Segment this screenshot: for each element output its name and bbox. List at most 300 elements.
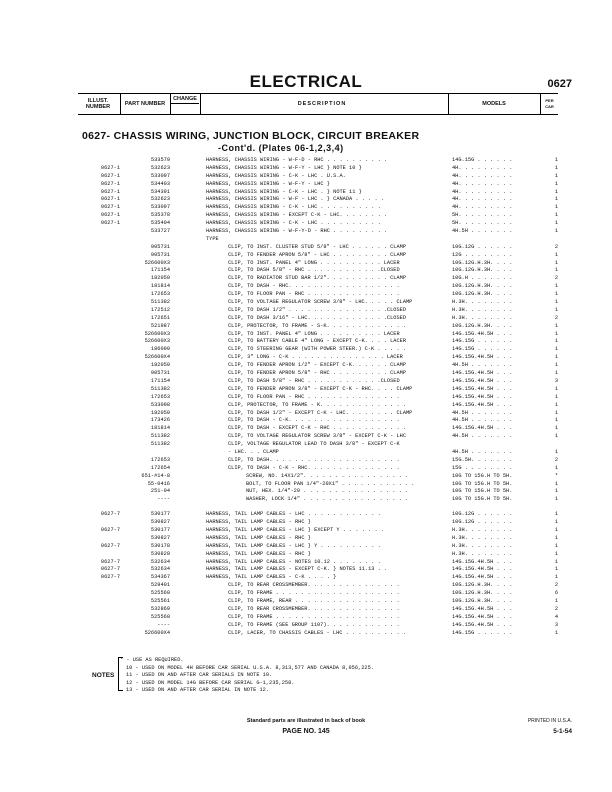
part-number: 186090 [150, 346, 170, 353]
quantity: 1 [554, 488, 558, 495]
part-number: 534367 [150, 574, 170, 581]
models: 14G.15G . . . . . . [452, 157, 513, 163]
description: HARNESS, TAIL LAMP CABLES - RHC } [206, 519, 311, 526]
illus-number: 0627-1 [100, 196, 120, 203]
models: 14G.15G.4H.5H . . . [452, 401, 513, 408]
quantity: 1 [554, 354, 558, 361]
quantity: 1 [554, 629, 558, 636]
table-row [78, 236, 558, 244]
models: 4H.5H . . . . . . . [452, 448, 513, 455]
description: CLIP, TO FLOOR PAN - RHC . . . . . . . . . . . . . . . [228, 291, 400, 298]
quantity: 1 [554, 574, 558, 581]
models: H.3H. . . . . . . . [452, 542, 513, 549]
models: 14G.15G.4H.5H . . . [452, 330, 513, 337]
description: CLIP, TO DASH 1/2" - EXCEPT C-K - LHC. . . . . . . . CLAMP [228, 409, 413, 416]
table-row [78, 165, 558, 173]
description: CLIP, TO DASH 5/8" - RHC . . . . . . . . . . . .CLOSED [228, 267, 400, 274]
description: HARNESS, CHASSIS WIRING - C-K - LHC . . . . . . . . . . [206, 220, 381, 227]
quantity: 1 [554, 526, 558, 533]
table-row [78, 204, 558, 212]
illus-number: 0627-1 [100, 180, 120, 187]
quantity: 1 [554, 566, 558, 573]
models: 4H. . . . . . . . . [452, 164, 513, 171]
description: - LHC. . . CLAMP [228, 448, 279, 455]
quantity: 1 [554, 385, 558, 392]
description: HARNESS, TAIL LAMP CABLES - RHC } [206, 534, 311, 541]
illus-number: 0627-7 [100, 566, 120, 573]
part-number: 173426 [150, 417, 170, 424]
description: CLIP, TO REAR CROSSMEMBER. . . . . . . . . . . . . . . [228, 582, 400, 589]
table-row [78, 394, 558, 402]
description: CLIP, TO DASH - C-K - RHC. . . . . . . . . . . . . . . [228, 464, 400, 471]
quantity: 1 [554, 306, 558, 313]
models: 10G.12G.H.3H. . . . [452, 322, 513, 329]
quantity: 1 [554, 597, 558, 604]
quantity: 1 [554, 448, 558, 455]
part-number: 526600X3 [144, 338, 170, 345]
description: CLIP, TO INST. PANEL 4" LONG . . . . . . . . . . LACER [228, 330, 400, 337]
models: 10G.H . . . . . . . [452, 275, 513, 282]
part-number: 55-0416 [147, 480, 170, 487]
part-number: 529401 [150, 582, 170, 589]
illus-number: 0627-7 [100, 511, 120, 518]
illus-number: 0627-7 [100, 558, 120, 565]
table-row [78, 338, 558, 346]
models: 5H. . . . . . . . . [452, 212, 513, 219]
table-row [78, 307, 558, 315]
models: 15G.5H. . . . . . . [452, 456, 513, 463]
illus-number: 0627-7 [100, 542, 120, 549]
description: CLIP, TO DASH - RHC. . . . . . . . . . . . . . . . . . [228, 283, 400, 290]
quantity: 1 [554, 188, 558, 195]
table-row [78, 378, 558, 386]
description: HARNESS, TAIL LAMP CABLES - RHC } [206, 550, 311, 557]
models: 4H. . . . . . . . . [452, 180, 513, 187]
quantity: 4 [554, 613, 558, 620]
description: CLIP, TO FENDER APRON 5/8" - LHC . . . . . . . . . CLAMP [228, 251, 407, 258]
description: CLIP, TO FRAME, REAR . . . . . . . . . . . . . . . . . [228, 597, 400, 604]
models: 10G TO 15G.H TO 5H. [452, 488, 513, 495]
models: 14G.15G.4H.5H . . . [452, 370, 513, 377]
description: HARNESS, TAIL LAMP CABLES - NOTES 10.12 . . . . . . . . [206, 558, 381, 565]
table-row [78, 433, 558, 441]
description: WASHER, LOCK 1/4" . . . . . . . . . . . . . . . . . [246, 496, 409, 503]
table-row [78, 488, 558, 496]
description: CLIP, TO DASH. . . . . . . . . . . . . . . . . . . . . [228, 456, 400, 463]
quantity: 1 [554, 322, 558, 329]
description: CLIP, TO INST. PANEL 4" LONG . . . . . . . . . . LACER [228, 259, 400, 266]
models: H.3H. . . . . . . . [452, 299, 513, 306]
quantity: 1 [554, 172, 558, 179]
table-row [78, 606, 558, 614]
part-number: 182050 [150, 362, 170, 369]
description: CLIP, 3" LONG - C-K . . . . . . . . . . . . . . . LACER [228, 354, 403, 361]
table-row [78, 441, 558, 449]
quantity: 1 [554, 251, 558, 258]
table-row [78, 425, 558, 433]
description: HARNESS, CHASSIS WIRING - W-F-Y - LHC } NOTE 10 } [206, 164, 362, 171]
illus-number: 0627-1 [100, 220, 120, 227]
models: 4H.5H . . . . . . . [452, 433, 513, 440]
models: 10G.12G.H.3H. . . . [452, 291, 513, 298]
quantity: 1 [554, 220, 558, 227]
quantity: 1 [554, 164, 558, 171]
part-number: 905731 [150, 243, 170, 250]
part-number: 532634 [150, 566, 170, 573]
notes-list [88, 657, 558, 695]
description: CLIP, LACER, TO CHASSIS CABLES - LHC . . . . . . . . . . [228, 629, 407, 636]
description: HARNESS, CHASSIS WIRING - EXCEPT C-K - LHC. . . . . . . . [206, 212, 388, 219]
quantity: 1 [554, 534, 558, 541]
quantity: 1 [554, 346, 558, 353]
table-row [78, 346, 558, 354]
models: H.3H. . . . . . . . [452, 550, 513, 557]
illus-number: 0627-7 [100, 526, 120, 533]
part-number: 172654 [150, 464, 170, 471]
description: HARNESS, CHASSIS WIRING - C-K - LHC . } NOTE 11 } [206, 188, 362, 195]
models: 10G.12G.H.3H. . . . [452, 597, 513, 604]
part-number: 530177 [150, 526, 170, 533]
description: HARNESS, CHASSIS WIRING - W-F-D - RHC . . . . . . . . . . [206, 157, 388, 163]
models: 4H.5H . . . . . . . [452, 409, 513, 416]
description: HARNESS, TAIL LAMP CABLES - LHC } EXCEPT Y . . . . . . . [206, 526, 385, 533]
page-title: ELECTRICAL [249, 72, 363, 91]
models: 14G.15G.4H.5H . . . [452, 613, 513, 620]
quantity: 1 [554, 519, 558, 526]
part-number: 532869 [150, 605, 170, 612]
col-illus-number: ILLUST. NUMBER [85, 98, 111, 110]
quantity: 2 [554, 582, 558, 589]
table-row [78, 527, 558, 535]
table-row [78, 598, 558, 606]
table-row [78, 582, 558, 590]
description: CLIP, TO DASH - C-K. . . . . . . . . . . . . . . . . . [228, 417, 400, 424]
description: CLIP, TO FENDER APRON 1/2" - EXCEPT C-K. . . . . . CLAMP [228, 362, 407, 369]
quantity: 1 [554, 204, 558, 211]
table-row [78, 212, 558, 220]
part-number: 530177 [150, 511, 170, 518]
part-number: 530178 [150, 542, 170, 549]
table-row [78, 402, 558, 410]
table-row [78, 551, 558, 559]
quantity: 2 [554, 314, 558, 321]
models: 4H.5H . . . . . . . [452, 228, 513, 235]
quantity: 1 [554, 433, 558, 440]
models: 4H. . . . . . . . . [452, 172, 513, 179]
description: CLIP, TO DASH 1/2" . . . . . . . . . . . . . . . .CLOSED [228, 306, 407, 313]
part-number: 511382 [150, 433, 170, 440]
col-change: CHANGE [171, 94, 199, 104]
table-row [78, 331, 558, 339]
models: 10G TO 15G.H TO 5H. [452, 496, 513, 503]
print-date: 5-1-54 [553, 728, 572, 735]
table-row [78, 574, 558, 582]
table-row [78, 481, 558, 489]
quantity: 1 [554, 291, 558, 298]
quantity: 1 [554, 393, 558, 400]
quantity: 1 [554, 212, 558, 219]
description: CLIP, TO FENDER APRON 3/8" - EXCEPT C-K - RHC. . . . CLAMP [228, 385, 413, 392]
models: 14G.15G.4H.5H . . . [452, 393, 513, 400]
quantity: 1 [554, 196, 558, 203]
table-row [78, 157, 558, 165]
models: 14G.15G.4H.5H . . . [452, 566, 513, 573]
models: H.3H. . . . . . . . [452, 534, 513, 541]
description: CLIP, TO DASH - EXCEPT C-K - RHC . . . . . . . . . . . . [228, 425, 407, 432]
table-row [78, 283, 558, 291]
models: 4H. . . . . . . . . [452, 204, 513, 211]
description: CLIP, TO DASH 5/8" - RHC . . . . . . . . . . . .CLOSED [228, 377, 400, 384]
part-number: 530827 [150, 519, 170, 526]
quantity: 2 [554, 275, 558, 282]
description: CLIP, TO VOLTAGE REGULATOR SCREW 3/8" - EXCEPT C-K - LHC [228, 433, 407, 440]
models: 10G TO 15G.H TO 5H. [452, 480, 513, 487]
parts-list [78, 157, 558, 637]
part-number: 526600X4 [144, 354, 170, 361]
table-row [78, 315, 558, 323]
part-number: 533098 [150, 401, 170, 408]
models: 10G.12G.H.3H. . . . [452, 590, 513, 597]
quantity: 1 [554, 480, 558, 487]
table-row [78, 299, 558, 307]
part-number: 181814 [150, 283, 170, 290]
part-number: 532634 [150, 558, 170, 565]
part-number: 525560 [150, 590, 170, 597]
table-row [78, 566, 558, 574]
description: TYPE [206, 235, 219, 242]
quantity: 2 [554, 605, 558, 612]
table-row [78, 511, 558, 519]
quantity: 1 [554, 283, 558, 290]
note-line: 11 - USED ON AND AFTER CAR SERIALS IN NOTE 10. [126, 672, 273, 678]
table-row [78, 220, 558, 228]
description: HARNESS, CHASSIS WIRING - W-F-Y-D - RHC . . . . . . . . . [206, 228, 388, 235]
models: 14G.15G . . . . . . [452, 629, 513, 636]
table-row [78, 465, 558, 473]
table-row [78, 473, 558, 481]
quantity: 1 [554, 330, 558, 337]
quantity: 1 [554, 496, 558, 503]
quantity: 2 [554, 456, 558, 463]
models: H.3H. . . . . . . . [452, 314, 513, 321]
quantity: 1 [554, 157, 558, 163]
models: H.3H. . . . . . . . [452, 306, 513, 313]
table-row [78, 410, 558, 418]
description: CLIP, TO DASH 3/16" - LHC. . . . . . . . . . . . .CLOSED [228, 314, 407, 321]
description: CLIP, TO INST. CLUSTER STUD 5/8" - LHC . . . . . . CLAMP [228, 243, 407, 250]
table-row [78, 559, 558, 567]
models: 14G.15G.4H.5H . . . [452, 574, 513, 581]
quantity: 1 [554, 259, 558, 266]
quantity: 1 [554, 464, 558, 471]
quantity: 1 [554, 558, 558, 565]
models: 14G.15G . . . . . . [452, 346, 513, 353]
description: CLIP, TO FRAME . . . . . . . . . . . . . . . . . . . . [228, 613, 400, 620]
quantity: 1 [554, 267, 558, 274]
page-number: PAGE NO. 145 [282, 728, 330, 735]
section-title: 0627- CHASSIS WIRING, JUNCTION BLOCK, CIRCUIT BREAKER [82, 130, 420, 142]
table-row [78, 535, 558, 543]
table-row [78, 173, 558, 181]
part-number: 533579 [150, 157, 170, 163]
part-number: ---- [157, 621, 170, 628]
description: HARNESS, TAIL LAMP CABLES - C-K . . . . } [206, 574, 337, 581]
description: CLIP, TO FENDER APRON 5/8" - RHC . . . . . . . . . CLAMP [228, 370, 407, 377]
description: HARNESS, CHASSIS WIRING - C-K - LHC . U.S.A. [206, 172, 346, 179]
description: HARNESS, TAIL LAMP CABLES - EXCEPT C-K. } NOTES 11.13 . . [206, 566, 388, 573]
description: HARNESS, CHASSIS WIRING - W-F - LHC . } CANADA . . . . . [206, 196, 385, 203]
note-line: 12 - USED ON MODEL 14G BEFORE CAR SERIAL G-1,235,258. [126, 679, 295, 686]
models: 10G.12G.H.3H. . . . [452, 267, 513, 274]
table-row [78, 417, 558, 425]
table-row [78, 614, 558, 622]
table-row [78, 323, 558, 331]
table-row [78, 457, 558, 465]
table-row [78, 354, 558, 362]
part-number: 182050 [150, 275, 170, 282]
part-number: 171154 [150, 377, 170, 384]
part-number: 526600X3 [144, 259, 170, 266]
part-number: 251-04 [150, 488, 170, 495]
part-number: 511382 [150, 441, 170, 448]
table-row [78, 244, 558, 252]
description: HARNESS, CHASSIS WIRING - W-F-Y - LHC } [206, 180, 330, 187]
illus-number: 0627-1 [100, 172, 120, 179]
notes-label: NOTES [92, 672, 115, 679]
printed-in: PRINTED IN U.S.A. [527, 718, 572, 724]
part-number: 172653 [150, 291, 170, 298]
part-number: 535404 [150, 220, 170, 227]
models: 10G.12G . . . . . . [452, 519, 513, 526]
part-number: 530828 [150, 550, 170, 557]
models: 14G.15G.4H.5H . . . [452, 385, 513, 392]
part-number: 651-#14-8 [141, 472, 170, 479]
table-row [78, 275, 558, 283]
description: CLIP, TO FLOOR PAN - RHC . . . . . . . . . . . . . . . [228, 393, 400, 400]
description: CLIP, TO REAR CROSSMEMBER. . . . . . . . . . . . . . . [228, 605, 400, 612]
description: CLIP, TO RADIATOR STUD BAR 1/2". . . . . . . . . . CLAMP [228, 275, 407, 282]
description: CLIP, TO FRAME . . . . . . . . . . . . . . . . . . . . [228, 590, 400, 597]
quantity: 6 [554, 590, 558, 597]
table-row [78, 260, 558, 268]
description: CLIP, VOLTAGE REGULATOR LEAD TO DASH 3/8" - EXCEPT C-K [228, 441, 400, 448]
models: 14G.15G.4H.5H . . . [452, 605, 513, 612]
table-row [78, 519, 558, 527]
illus-number: 0627-1 [100, 164, 120, 171]
col-description: DESCRIPTION [297, 101, 347, 107]
part-number: 534391 [150, 188, 170, 195]
footer-standard-note: Standard parts are illustrated in back of book [246, 718, 366, 724]
quantity: * [554, 472, 558, 479]
part-number: 532623 [150, 164, 170, 171]
table-row [78, 496, 558, 504]
part-number: 511382 [150, 385, 170, 392]
models: 4H. . . . . . . . . [452, 188, 513, 195]
quantity: 1 [554, 409, 558, 416]
quantity: 1 [554, 401, 558, 408]
description: HARNESS, CHASSIS WIRING - C-K - LHC . . . . . . . . . . [206, 204, 381, 211]
models: 14G.15G.4H.5H . . . [452, 621, 513, 628]
quantity: 1 [554, 370, 558, 377]
models: 10G.12G.H.3H. . . . [452, 582, 513, 589]
table-row [78, 590, 558, 598]
quantity: 3 [554, 621, 558, 628]
part-number: 172653 [150, 456, 170, 463]
part-number: 172512 [150, 306, 170, 313]
row-spacer [78, 504, 558, 511]
quantity: 1 [554, 425, 558, 432]
table-row [78, 196, 558, 204]
part-number: 533727 [150, 228, 170, 235]
quantity: 2 [554, 243, 558, 250]
description: CLIP, TO FRAME (SEE GROUP 1107). . . . . . . . . . . . [228, 621, 400, 628]
models: 15G . . . . . . . . [452, 464, 513, 471]
table-row [78, 189, 558, 197]
table-row [78, 362, 558, 370]
table-row [78, 449, 558, 457]
description: NUT, HEX. 1/4"-20 . . . . . . . . . . . . . . . . . [246, 488, 409, 495]
quantity: 1 [554, 417, 558, 424]
part-number: 172653 [150, 393, 170, 400]
part-number: 172651 [150, 314, 170, 321]
note-line: 10 - USED ON MODEL 4H BEFORE CAR SERIAL U.S.A. 8,313,577 AND CANADA 8,956,225. [126, 664, 374, 671]
models: 10G.12G . . . . . . [452, 243, 513, 250]
note-line: * - USE AS REQUIRED. [120, 657, 184, 663]
column-header-bar [78, 93, 558, 115]
table-row [78, 291, 558, 299]
table-row [78, 630, 558, 638]
part-number: 905731 [150, 251, 170, 258]
description: CLIP, TO STEERING GEAR (WITH POWER STEER.) C-K . . . . . [228, 346, 407, 353]
description: SCREW, NO. 14X1/2". . . . . . . . . . . . . . . . . [246, 472, 409, 479]
table-row [78, 252, 558, 260]
models: 14G.15G . . . . . . [452, 338, 513, 345]
quantity: 1 [554, 542, 558, 549]
group-code: 0627 [547, 78, 572, 90]
quantity: 1 [554, 550, 558, 557]
models: 4H.5H . . . . . . . [452, 417, 513, 424]
note-line: 13 - USED ON AND AFTER CAR SERIAL IN NOTE 12. [126, 687, 270, 693]
part-number: 526600X3 [144, 330, 170, 337]
part-number: 525561 [150, 597, 170, 604]
description: CLIP, PROTECTOR, TO FRAME - K. . . . . . . . . . . . . . [228, 401, 407, 408]
table-row [78, 267, 558, 275]
models: 10G.12G.H.3H. . . . [452, 283, 513, 290]
table-row [78, 181, 558, 189]
models: 10G.12G . . . . . . [452, 511, 513, 518]
description: CLIP, TO BATTERY CABLE 4" LONG - EXCEPT C-K. . . . LACER [228, 338, 407, 345]
illus-number: 0627-1 [100, 204, 120, 211]
quantity: 1 [554, 511, 558, 518]
part-number: 530827 [150, 534, 170, 541]
models: 14G.15G.4H.5H . . . [452, 558, 513, 565]
part-number: 535378 [150, 212, 170, 219]
part-number: 525560 [150, 613, 170, 620]
part-number: 521987 [150, 322, 170, 329]
part-number: 534403 [150, 180, 170, 187]
models: 14G.15G.4H.5H . . . [452, 425, 513, 432]
table-row [78, 543, 558, 551]
quantity: 3 [554, 377, 558, 384]
illus-number: 0627-1 [100, 188, 120, 195]
col-models: MODELS [482, 101, 506, 107]
description: CLIP, PROTECTOR, TO FRAME - S-K. . . . . . . . . . . . . [228, 322, 407, 329]
part-number: 181814 [150, 425, 170, 432]
section-subtitle: -Cont'd. (Plates 06-1,2,3,4) [218, 143, 344, 153]
models: 4H. . . . . . . . . [452, 196, 513, 203]
col-part-number: PART NUMBER [124, 101, 166, 107]
quantity: 1 [554, 362, 558, 369]
